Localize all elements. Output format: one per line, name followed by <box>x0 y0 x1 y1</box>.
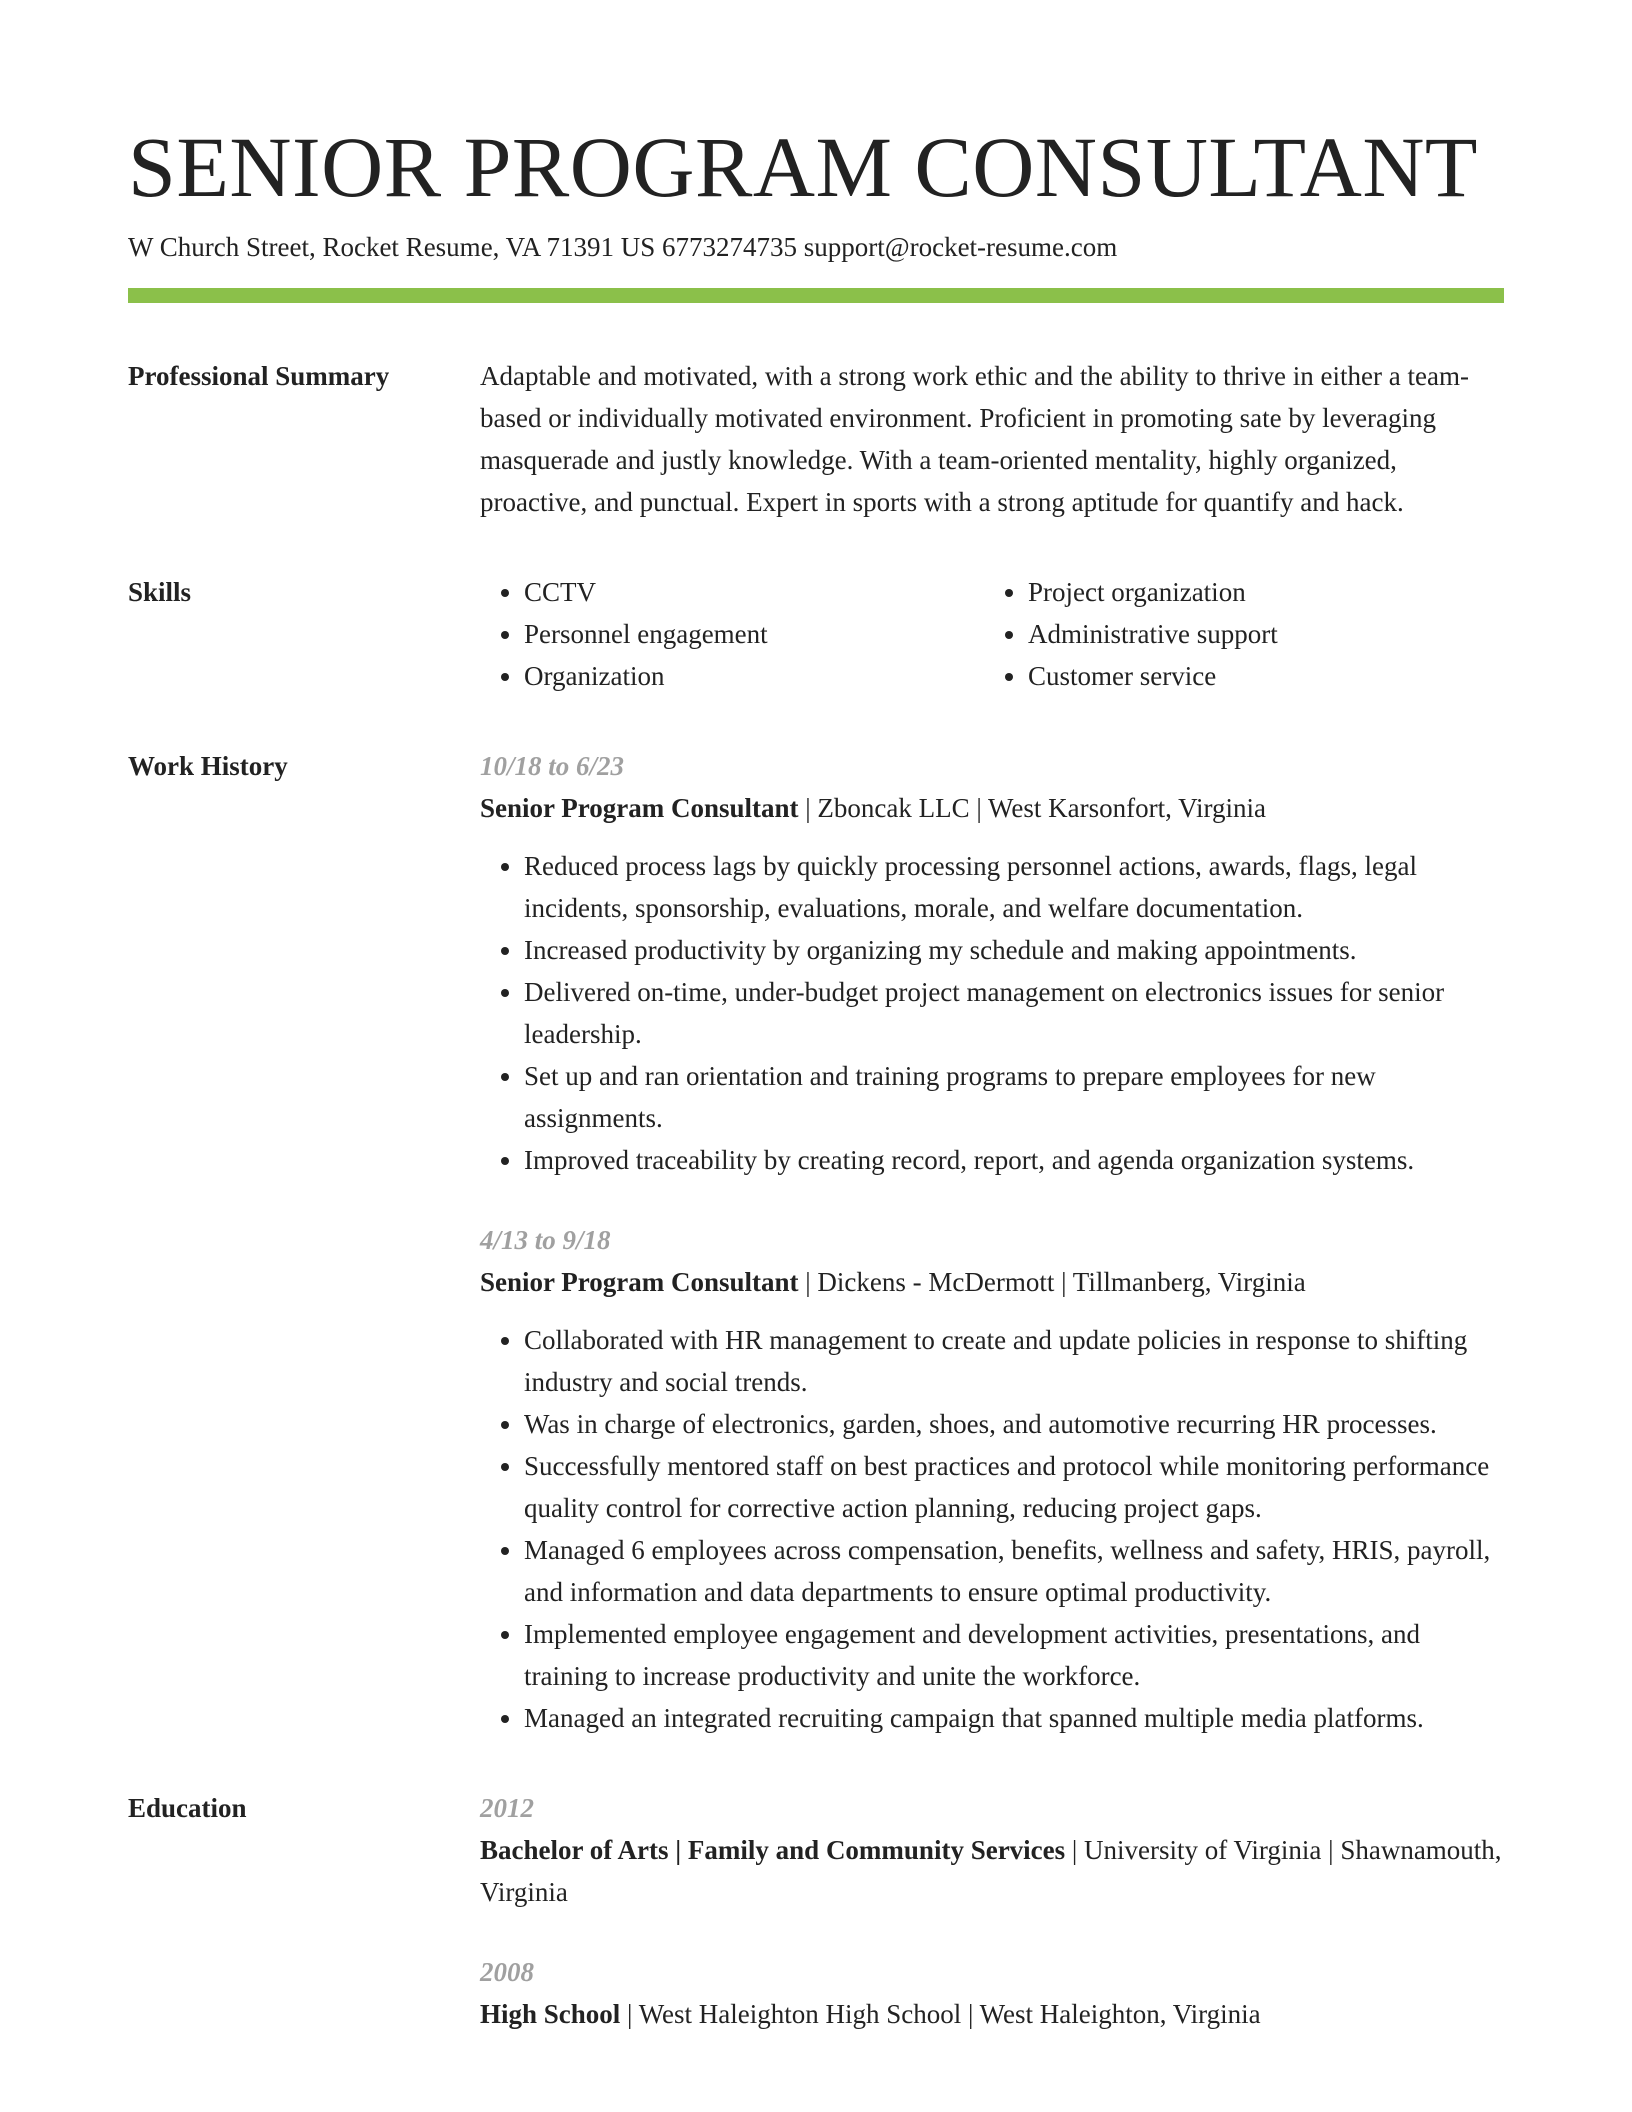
education-details: | West Haleighton High School | West Haleighton, Virginia <box>620 1999 1261 2030</box>
skill-item: • CCTV <box>524 571 984 613</box>
resume-page <box>128 120 1504 2035</box>
job-bullets <box>480 1319 1504 1739</box>
contact-address: W Church Street, Rocket Resume, VA 71391 US <box>128 231 662 262</box>
contact-phone: 6773274735 <box>661 231 804 262</box>
skills-section <box>128 571 1504 697</box>
job-title: Senior Program Consultant <box>480 793 799 824</box>
skill-item: • Administrative support <box>1028 613 1488 655</box>
job-role-line <box>480 787 1504 829</box>
education-line <box>480 1829 1504 1913</box>
job-bullet: • Successfully mentored staff on best practices and protocol while monitoring performance quality control for corrective action planning, reducing project gaps. <box>524 1445 1504 1529</box>
education-details: | University of Virginia | Shawnamouth, Virginia <box>480 1835 1502 1908</box>
job-bullet: • Managed an integrated recruiting campaign that spanned multiple media platforms. <box>524 1697 1504 1739</box>
job-details: | Zboncak LLC | West Karsonfort, Virginia <box>798 793 1266 824</box>
job-details: | Dickens - McDermott | Tillmanberg, Virginia <box>798 1267 1306 1298</box>
job-entry <box>480 745 1504 1181</box>
job-dates: 4/13 to 9/18 <box>480 1225 611 1256</box>
job-bullet: • Increased productivity by organizing my schedule and making appointments. <box>524 929 1504 971</box>
work-history-heading: Work History <box>128 751 288 782</box>
job-bullet: • Managed 6 employees across compensation, benefits, wellness and safety, HRIS, payroll, and information and data departments to ensure optimal productivity. <box>524 1529 1504 1613</box>
work-history-section <box>128 745 1504 1739</box>
job-bullet: • Was in charge of electronics, garden, shoes, and automotive recurring HR processes. <box>524 1403 1504 1445</box>
header-divider <box>128 288 1504 303</box>
education-heading: Education <box>128 1793 247 1824</box>
education-section <box>128 1787 1504 2035</box>
summary-heading: Professional Summary <box>128 361 390 392</box>
education-degree: High School <box>480 1999 621 2030</box>
job-bullet: • Delivered on-time, under-budget project management on electronics issues for senior leadership. <box>524 971 1504 1055</box>
skill-item: • Organization <box>524 655 984 697</box>
skills-column-1 <box>480 571 984 697</box>
education-degree: Bachelor of Arts | Family and Community Services <box>480 1835 1066 1866</box>
job-bullets <box>480 845 1504 1181</box>
education-line <box>480 1993 1504 2035</box>
summary-text: Adaptable and motivated, with a strong work ethic and the ability to thrive in either a team-based or individually motivated environment. Proficient in promoting sate by leveraging masquerade and justly knowledge. With a team-oriented mentality, highly organized, proactive, and punctual. Expert in sports with a strong aptitude for quantify and hack. <box>480 361 1469 518</box>
skill-item: • Customer service <box>1028 655 1488 697</box>
job-bullet: • Implemented employee engagement and development activities, presentations, and training to increase productivity and unite the workforce. <box>524 1613 1504 1697</box>
skills-heading: Skills <box>128 577 192 608</box>
candidate-name: SENIOR PROGRAM CONSULTANT <box>128 119 1478 215</box>
education-entry <box>480 1951 1504 2035</box>
skills-list <box>480 571 1504 697</box>
skill-item: • Project organization <box>1028 571 1488 613</box>
job-role-line <box>480 1261 1504 1303</box>
skill-item: • Personnel engagement <box>524 613 984 655</box>
job-bullet: • Reduced process lags by quickly processing personnel actions, awards, flags, legal incidents, sponsorship, evaluations, morale, and welfare documentation. <box>524 845 1504 929</box>
job-bullet: • Improved traceability by creating record, report, and agenda organization systems. <box>524 1139 1504 1181</box>
job-dates: 10/18 to 6/23 <box>480 751 625 782</box>
education-year: 2008 <box>480 1957 534 1988</box>
education-year: 2012 <box>480 1793 534 1824</box>
job-bullet: • Set up and ran orientation and training programs to prepare employees for new assignments. <box>524 1055 1504 1139</box>
job-bullet: • Collaborated with HR management to create and update policies in response to shifting industry and social trends. <box>524 1319 1504 1403</box>
education-entry <box>480 1787 1504 1913</box>
summary-section <box>128 355 1504 523</box>
job-title: Senior Program Consultant <box>480 1267 799 1298</box>
contact-email: support@rocket-resume.com <box>803 231 1118 262</box>
job-entry <box>480 1219 1504 1739</box>
skills-column-2 <box>984 571 1488 697</box>
contact-line <box>128 229 1504 267</box>
